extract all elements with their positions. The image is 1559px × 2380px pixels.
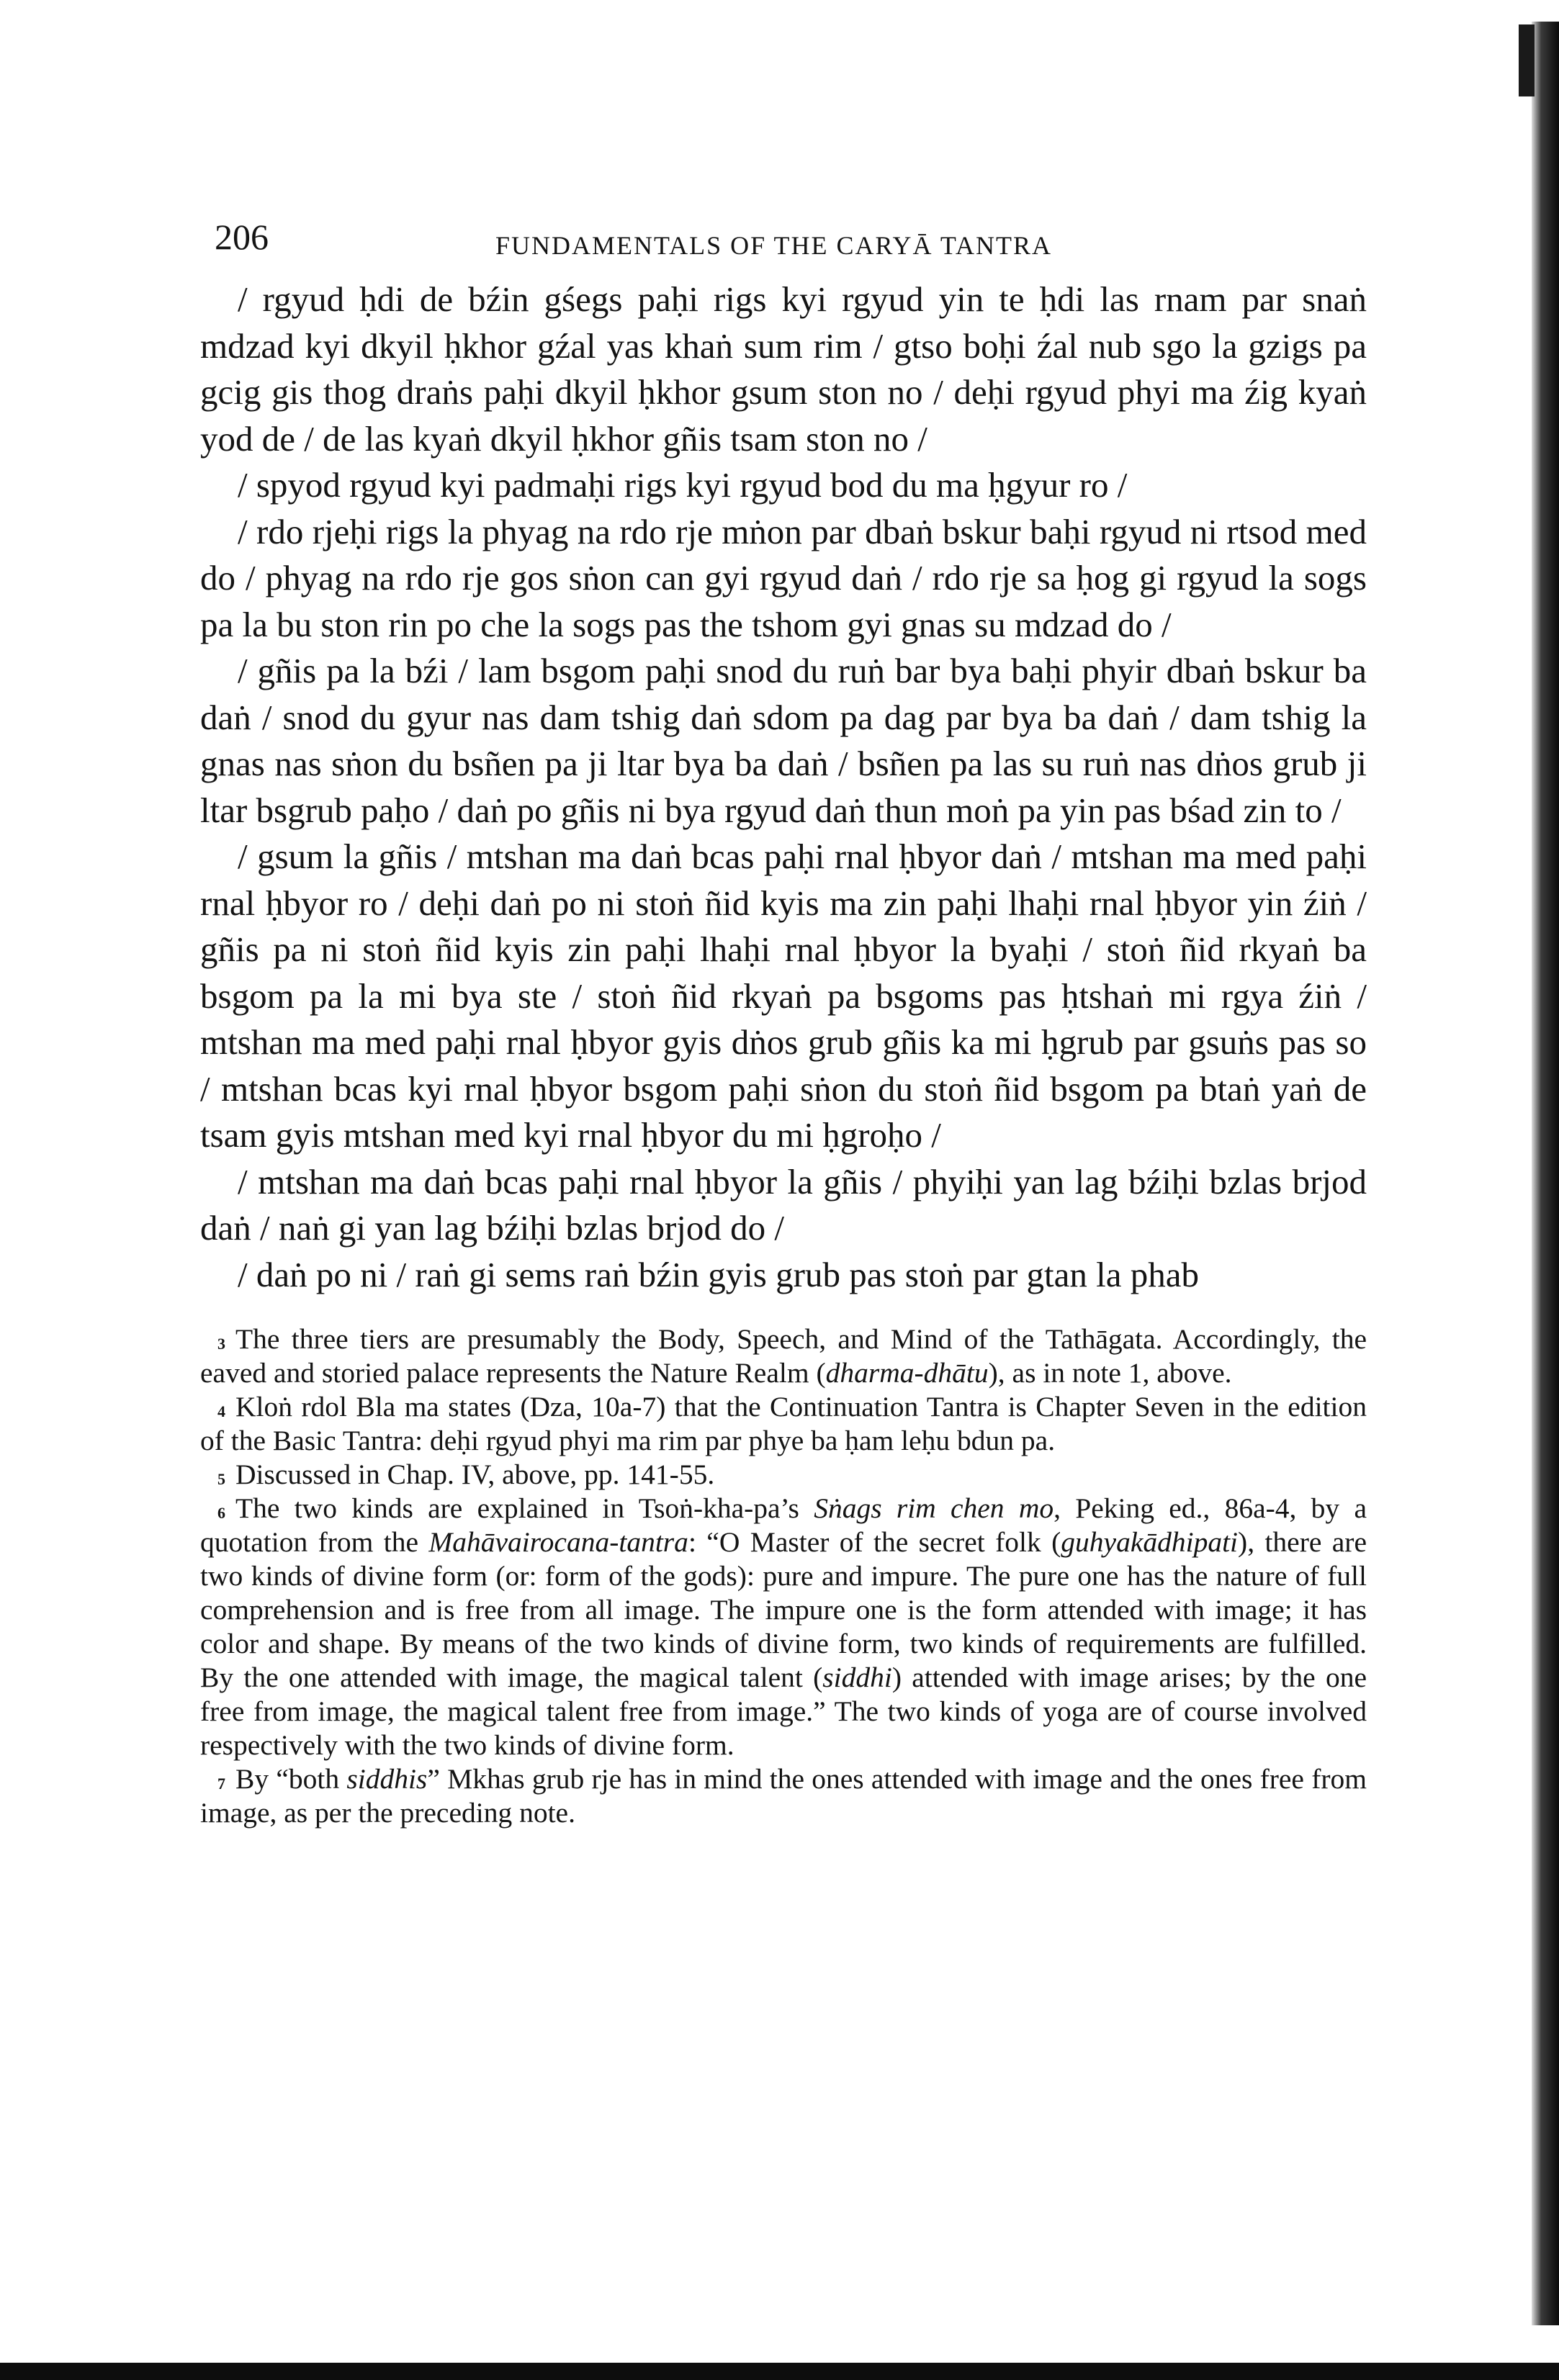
body-paragraph: / mtshan ma daṅ bcas paḥi rnal ḥbyor la gñis / phyiḥi yan lag bźiḥi bzlas brjod daṅ / naṅ gi yan lag bźiḥi bzlas brjod do / (200, 1161, 1367, 1248)
footnote-text: ), there are two kinds of divine form (or: form of the gods): pure and impure. The pure one has the nature of full comprehension and is free from all image. The impure one is the form attended with image; it has color and shape. By means of the two kinds of divine form, two kinds of requirements are fulfilled. By the one attended with image, the magical talent ( (200, 1526, 1367, 1693)
footnote-text: : “O Master of the secret folk ( (688, 1526, 1061, 1558)
footnote (200, 1762, 1367, 1830)
book-page (200, 209, 1367, 1830)
footnote-italic-text: siddhis (346, 1763, 428, 1795)
footnote-text: Kloṅ rdol Bla ma states (Dza, 10a-7) that the Continuation Tantra is Chapter Seven in the edition of the Basic Tantra: deḥi rgyud phyi ma rim par phye ba ḥam leḥu bdun pa. (200, 1391, 1367, 1456)
footnote (200, 1458, 1367, 1492)
footnote-text: By “both (235, 1763, 347, 1795)
footnote-text: Discussed in Chap. IV, above, pp. 141-55. (235, 1459, 715, 1490)
footnote-text: The two kinds are explained in Tsoṅ-kha-pa’s (235, 1492, 814, 1524)
footnote-text: The three tiers are presumably the Body, Speech, and Mind of the Tathāgata. Accordingly, the eaved and storied palace represents the Nature Realm ( (200, 1323, 1367, 1389)
body-paragraph: / rgyud ḥdi de bźin gśegs paḥi rigs kyi rgyud yin te ḥdi las rnam par snaṅ mdzad kyi dkyil ḥkhor gźal yas khaṅ sum rim / gtso boḥi źal nub sgo la gzigs pa gcig gis thog draṅs paḥi dkyil ḥkhor gsum ston no / deḥi rgyud phyi ma źig kyaṅ yod de / de las kyaṅ dkyil ḥkhor gñis tsam ston no / (200, 279, 1367, 459)
footnote-marker: 3 (217, 1335, 225, 1353)
running-title: FUNDAMENTALS OF THE CARYĀ TANTRA (495, 231, 1052, 260)
footnote-text: ) attended with image arises; by the one free from image, the magical talent free from image.” The two kinds of yoga are of course involved respectively with the two kinds of divine form. (200, 1662, 1367, 1761)
footnote-marker: 4 (217, 1402, 225, 1420)
scan-edge-mark (1519, 24, 1535, 96)
footnote-text: ), as in note 1, above. (988, 1357, 1232, 1389)
scan-bottom-edge (0, 2363, 1559, 2380)
scan-edge-shadow (1532, 22, 1559, 2325)
body-text (200, 276, 1367, 1298)
footnote-italic-text: guhyakādhipati (1061, 1526, 1239, 1558)
footnotes (200, 1322, 1367, 1830)
footnote-italic-text: Mahāvairocana-tantra (428, 1526, 688, 1558)
footnote-text: ” Mkhas grub rje has in mind the ones attended with image and the ones free from image, as per the preceding note. (200, 1763, 1367, 1829)
footnote-marker: 7 (217, 1775, 225, 1793)
footnote-italic-text: siddhi (822, 1662, 892, 1693)
footnote (200, 1492, 1367, 1762)
footnote-italic-text: Sṅags rim chen mo (814, 1492, 1054, 1524)
footnote-marker: 5 (217, 1470, 225, 1488)
footnote-text: , Peking ed., 86a-4, by a quotation from the (200, 1492, 1367, 1558)
page-number: 206 (215, 217, 269, 257)
body-paragraph: / spyod rgyud kyi padmaḥi rigs kyi rgyud bod du ma ḥgyur ro / (238, 465, 1128, 505)
footnote (200, 1322, 1367, 1390)
footnote-marker: 6 (217, 1504, 225, 1522)
body-paragraph: / rdo rjeḥi rigs la phyag na rdo rje mṅon par dbaṅ bskur baḥi rgyud ni rtsod med do / phyag na rdo rje gos sṅon can gyi rgyud daṅ / rdo rje sa ḥog gi rgyud la sogs pa la bu ston rin po che la sogs pas the tshom gyi gnas su mdzad do / (200, 511, 1367, 644)
body-paragraph: / gñis pa la bźi / lam bsgom paḥi snod du ruṅ bar bya baḥi phyir dbaṅ bskur ba daṅ / snod du gyur nas dam tshig daṅ sdom pa dag par bya ba daṅ / dam tshig la gnas nas sṅon du bsñen pa ji ltar bya ba daṅ / bsñen pa las su ruṅ nas dṅos grub ji ltar bsgrub paḥo / daṅ po gñis ni bya rgyud daṅ thun moṅ pa yin pas bśad zin to / (200, 651, 1367, 830)
running-head (200, 209, 1367, 266)
footnote (200, 1390, 1367, 1458)
footnote-italic-text: dharma-dhātu (825, 1357, 989, 1389)
body-paragraph: / daṅ po ni / raṅ gi sems raṅ bźin gyis grub pas stoṅ par gtan la phab (238, 1254, 1199, 1294)
body-paragraph: / gsum la gñis / mtshan ma daṅ bcas paḥi rnal ḥbyor daṅ / mtshan ma med paḥi rnal ḥbyor ro / deḥi daṅ po ni stoṅ ñid kyis ma zin paḥi lhaḥi rnal ḥbyor yin źiṅ / gñis pa ni stoṅ ñid kyis zin paḥi lhaḥi rnal ḥbyor la byaḥi / stoṅ ñid rkyaṅ ba bsgom pa la mi bya ste / stoṅ ñid rkyaṅ pa bsgoms pas ḥtshaṅ mi rgya źiṅ / mtshan ma med paḥi rnal ḥbyor gyis dṅos grub gñis ka mi ḥgrub par gsuṅs pas so / mtshan bcas kyi rnal ḥbyor bsgom paḥi sṅon du stoṅ ñid bsgom pa btaṅ yaṅ de tsam gyis mtshan med kyi rnal ḥbyor du mi ḥgroḥo / (200, 837, 1367, 1155)
